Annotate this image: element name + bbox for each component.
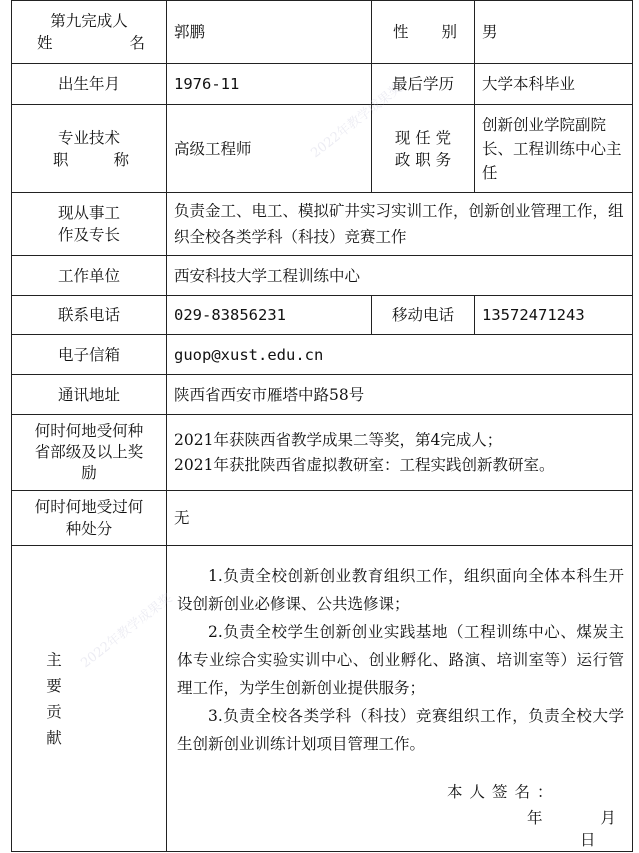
row-name (12, 1, 633, 64)
personal-info-form (11, 0, 633, 852)
address-label: 通讯地址 (12, 375, 167, 415)
phone-value: 029-83856231 (167, 296, 372, 335)
date-month: 月 (600, 809, 616, 827)
name-label (12, 1, 167, 64)
award-label (12, 415, 167, 491)
penalty-label (12, 491, 167, 546)
contrib-item-1: 1.负责全校创新创业教育组织工作，组织面向全体本科生开设创新创业必修课、公共选修课； (177, 567, 624, 613)
name-label-line1: 第九完成人 (50, 12, 128, 30)
row-address (12, 375, 633, 415)
unit-label: 工作单位 (12, 256, 167, 296)
row-awards (12, 415, 633, 491)
signature-block (167, 781, 632, 849)
row-contributions (12, 546, 633, 852)
email-label: 电子信箱 (12, 335, 167, 375)
row-phone (12, 296, 633, 335)
row-work (12, 193, 633, 256)
date-day: 日 (579, 831, 596, 849)
award-label-line2: 省部级及以上奖 (34, 443, 144, 461)
award-value-line1: 2021年获陕西省教学成果二等奖，第4完成人； (174, 430, 503, 449)
name-label-char1: 姓 (37, 34, 53, 52)
contrib-item-2: 2.负责全校学生创新创业实践基地（工程训练中心、煤炭主体专业综合实验实训中心、创业孵化、路演、培训室等）运行管理工作，为学生创新创业提供服务； (177, 623, 624, 697)
party-label-line2: 政 职 务 (394, 150, 452, 169)
title-label-char2: 称 (113, 150, 129, 169)
unit-value: 西安科技大学工程训练中心 (167, 256, 633, 296)
signature-date (527, 807, 632, 851)
title-label-line1: 专业技术 (57, 128, 120, 147)
row-unit (12, 256, 633, 296)
penalty-value: 无 (167, 491, 633, 546)
work-label-line1: 现从事工 (57, 204, 120, 222)
row-title (12, 105, 633, 193)
gender-label-char1: 性 (393, 23, 409, 41)
party-value: 创新创业学院副院长、工程训练中心主任 (475, 105, 633, 193)
birth-value: 1976-11 (167, 64, 372, 105)
title-value: 高级工程师 (167, 105, 372, 193)
email-value: guop@xust.edu.cn (167, 335, 633, 375)
signature-label: 本人签名： (447, 783, 560, 801)
row-email (12, 335, 633, 375)
contrib-label-char3: 贡 (46, 702, 62, 721)
mobile-label: 移动电话 (372, 296, 475, 335)
address-value: 陕西省西安市雁塔中路58号 (167, 375, 633, 415)
contrib-body (167, 546, 633, 852)
gender-label-char2: 别 (441, 23, 457, 41)
date-year: 年 (527, 809, 543, 827)
contrib-label-char2: 要 (46, 676, 62, 695)
title-label-char1: 职 (53, 150, 69, 169)
edu-label: 最后学历 (372, 64, 475, 105)
row-birth (12, 64, 633, 105)
watermark: 2022年教学成果奖 (78, 590, 176, 672)
penalty-label-line2: 种处分 (65, 520, 113, 538)
award-value-line2: 2021年获批陕西省虚拟教研室：工程实践创新教研室。 (174, 455, 555, 474)
work-label (12, 193, 167, 256)
party-label (372, 105, 475, 193)
mobile-value: 13572471243 (475, 296, 633, 335)
contrib-label-char4: 献 (46, 728, 62, 747)
work-label-line2: 作及专长 (57, 226, 120, 244)
contrib-label-char1: 主 (46, 650, 62, 669)
award-label-line3: 励 (81, 464, 97, 482)
party-label-line1: 现 任 党 (394, 128, 452, 147)
penalty-label-line1: 何时何地受过何 (34, 498, 144, 516)
edu-value: 大学本科毕业 (475, 64, 633, 105)
gender-value: 男 (475, 1, 633, 64)
birth-label: 出生年月 (12, 64, 167, 105)
contrib-label-cell (12, 546, 167, 852)
name-label-char2: 名 (129, 34, 145, 52)
phone-label: 联系电话 (12, 296, 167, 335)
watermark: 2022年教学成果奖 (308, 80, 406, 162)
title-label (12, 105, 167, 193)
award-value (167, 415, 633, 491)
gender-label (372, 1, 475, 64)
work-value: 负责金工、电工、模拟矿井实习实训工作，创新创业管理工作，组织全校各类学科（科技）竞赛工作 (167, 193, 633, 256)
award-label-line1: 何时何地受何种 (34, 422, 144, 440)
contrib-item-3: 3.负责全校各类学科（科技）竞赛组织工作，负责全校大学生创新创业训练计划项目管理工作。 (177, 707, 624, 753)
name-value: 郭鹏 (167, 1, 372, 64)
row-penalty (12, 491, 633, 546)
